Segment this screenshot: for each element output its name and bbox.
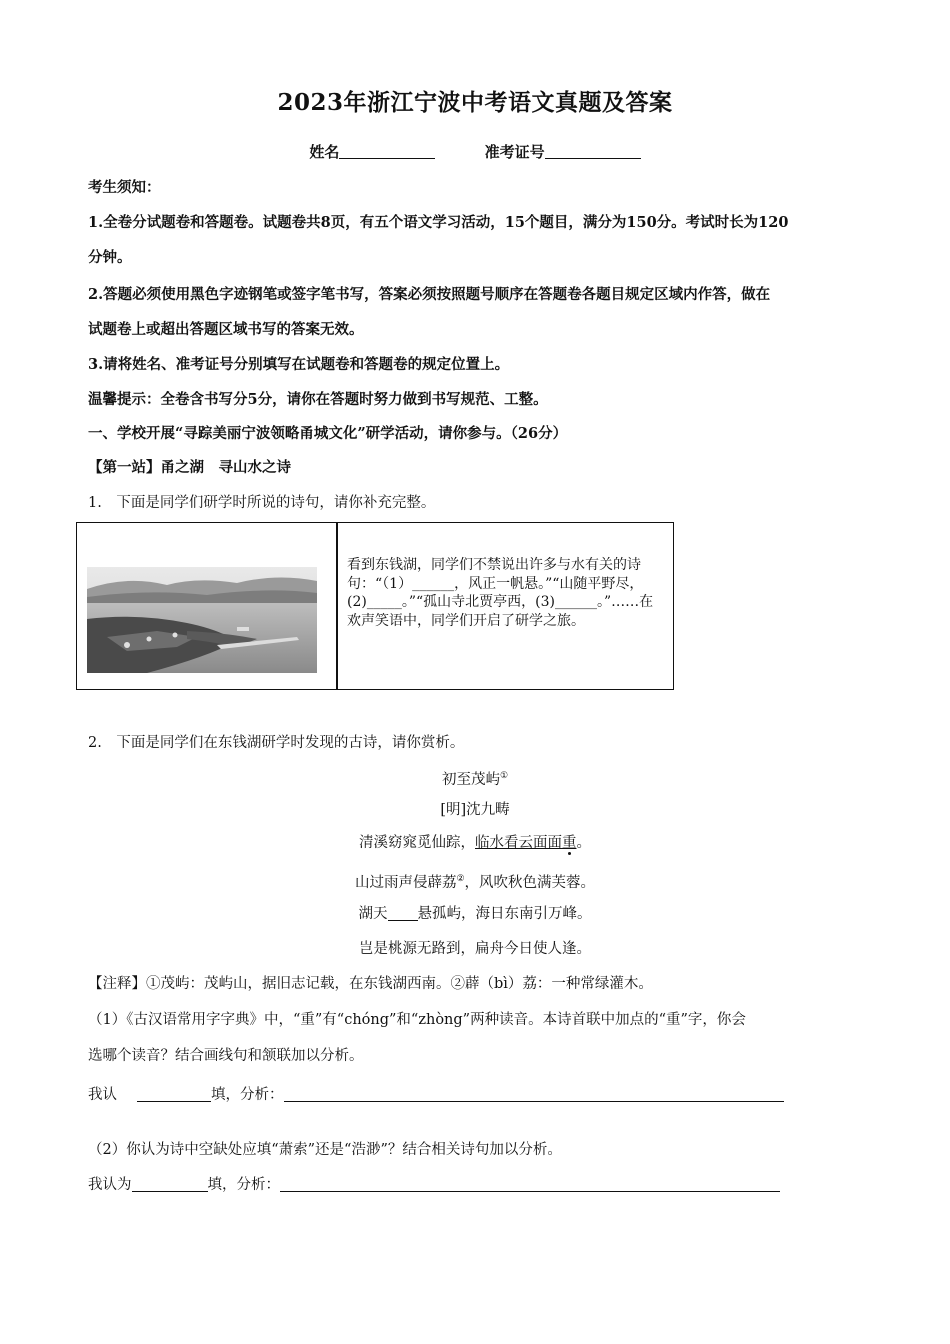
notice-item-2-cont: 试题卷上或超出答题区域书写的答案无效。	[88, 321, 364, 338]
notice-item-1-cont: 分钟。	[88, 249, 132, 266]
sub-question-1: （1）《古汉语常用字字典》中，“重”有“chóng”和“zhòng”两种读音。本诗首联中加点的“重”字，你会	[88, 1012, 746, 1028]
id-line	[0, 141, 950, 162]
poem-line-1	[0, 833, 950, 853]
answer-1-choice-blank[interactable]	[137, 1087, 211, 1102]
writing-tip: 温馨提示：全卷含书写分5分，请你在答题时努力做到书写规范、工整。	[88, 391, 548, 408]
answer-1-prefix: 我认	[88, 1087, 117, 1103]
underlined-text: 临水看云面面	[475, 835, 562, 851]
poem-line-1-end: 。	[576, 835, 591, 851]
poem-line-2	[0, 869, 950, 893]
poem-blank[interactable]	[388, 906, 418, 921]
station-1-heading: 【第一站】甬之湖 寻山水之诗	[88, 459, 291, 476]
lake-photo	[87, 567, 317, 673]
poem-author: [明]沈九畴	[440, 802, 510, 818]
poem-line-2-a: 山过雨声侵薜荔	[354, 874, 457, 891]
poem-title-note: ①	[499, 771, 509, 781]
question-1: 1. 下面是同学们研学时所说的诗句，请你补充完整。	[88, 495, 436, 511]
question-1-table	[76, 522, 674, 690]
poem-title-text: 初至茂屿	[441, 771, 500, 788]
annotation: 【注释】①茂屿：茂屿山，据旧志记载，在东钱湖西南。②薜（bì）荔：一种常绿灌木。	[88, 976, 653, 992]
question-2: 2. 下面是同学们在东钱湖研学时发现的古诗，请你赏析。	[88, 735, 465, 751]
poem-line-1-start: 清溪窈窕觅仙踪，	[359, 835, 475, 851]
underlined-line	[475, 835, 577, 851]
question-1-passage: 看到东钱湖，同学们不禁说出许多与水有关的诗句：“（1）______，风正一帆悬。”“山随平野尽，(2)_____。”“孤山寺北贾亭西，(3)______。”……在欢声笑语中，同学们开启了研学之旅。	[347, 557, 654, 629]
answer-2-prefix: 我认为	[88, 1177, 132, 1193]
answer-1-analysis-blank[interactable]	[284, 1087, 784, 1102]
poem-line-2-note: ②	[456, 874, 465, 884]
poem-line-3-b: 悬孤屿，海日东南引万峰。	[417, 906, 592, 922]
dotted-character: 重	[562, 835, 577, 851]
poem-line-3	[0, 904, 950, 924]
answer-2-label: 填，分析：	[207, 1177, 280, 1193]
poem-line-3-a: 湖天	[358, 906, 388, 922]
poem-title	[0, 766, 950, 790]
sub-question-2: （2）你认为诗中空缺处应填“萧索”还是“浩渺”？结合相关诗句加以分析。	[88, 1142, 562, 1158]
sub-question-1-answer	[88, 1085, 868, 1105]
notice-heading: 考生须知：	[88, 179, 161, 196]
notice-item-3: 3.请将姓名、准考证号分别填写在试题卷和答题卷的规定位置上。	[88, 356, 510, 373]
notice-item-2: 2.答题必须使用黑色字迹钢笔或签字笔书写，答案必须按照题号顺序在答题卷各题目规定区域内作答，做在	[88, 286, 771, 303]
answer-2-analysis-blank[interactable]	[280, 1177, 780, 1192]
name-label: 姓名	[309, 143, 340, 161]
lake-photo-illustration	[87, 567, 317, 673]
notice-item-1: 1.全卷分试题卷和答题卷。试题卷共8页，有五个语文学习活动，15个题目，满分为150分。考试时长为120	[88, 214, 789, 231]
poem-line-2-b: ，风吹秋色满芙蓉。	[464, 874, 596, 891]
answer-1-label: 填，分析：	[211, 1087, 284, 1103]
poem-line-4: 岂是桃源无路到，扁舟今日使人逢。	[359, 941, 591, 957]
sub-question-1-cont: 选哪个读音？结合画线句和颔联加以分析。	[88, 1048, 364, 1064]
exam-number-label: 准考证号	[484, 143, 545, 161]
name-blank[interactable]	[339, 144, 435, 159]
section-1-heading: 一、学校开展“寻踪美丽宁波领略甬城文化”研学活动，请你参与。（26分）	[88, 425, 568, 442]
answer-2-choice-blank[interactable]	[132, 1177, 208, 1192]
table-divider	[336, 523, 338, 689]
page-title: 2023年浙江宁波中考语文真题及答案	[277, 89, 673, 116]
sub-question-2-answer	[88, 1175, 868, 1195]
exam-number-blank[interactable]	[545, 144, 641, 159]
